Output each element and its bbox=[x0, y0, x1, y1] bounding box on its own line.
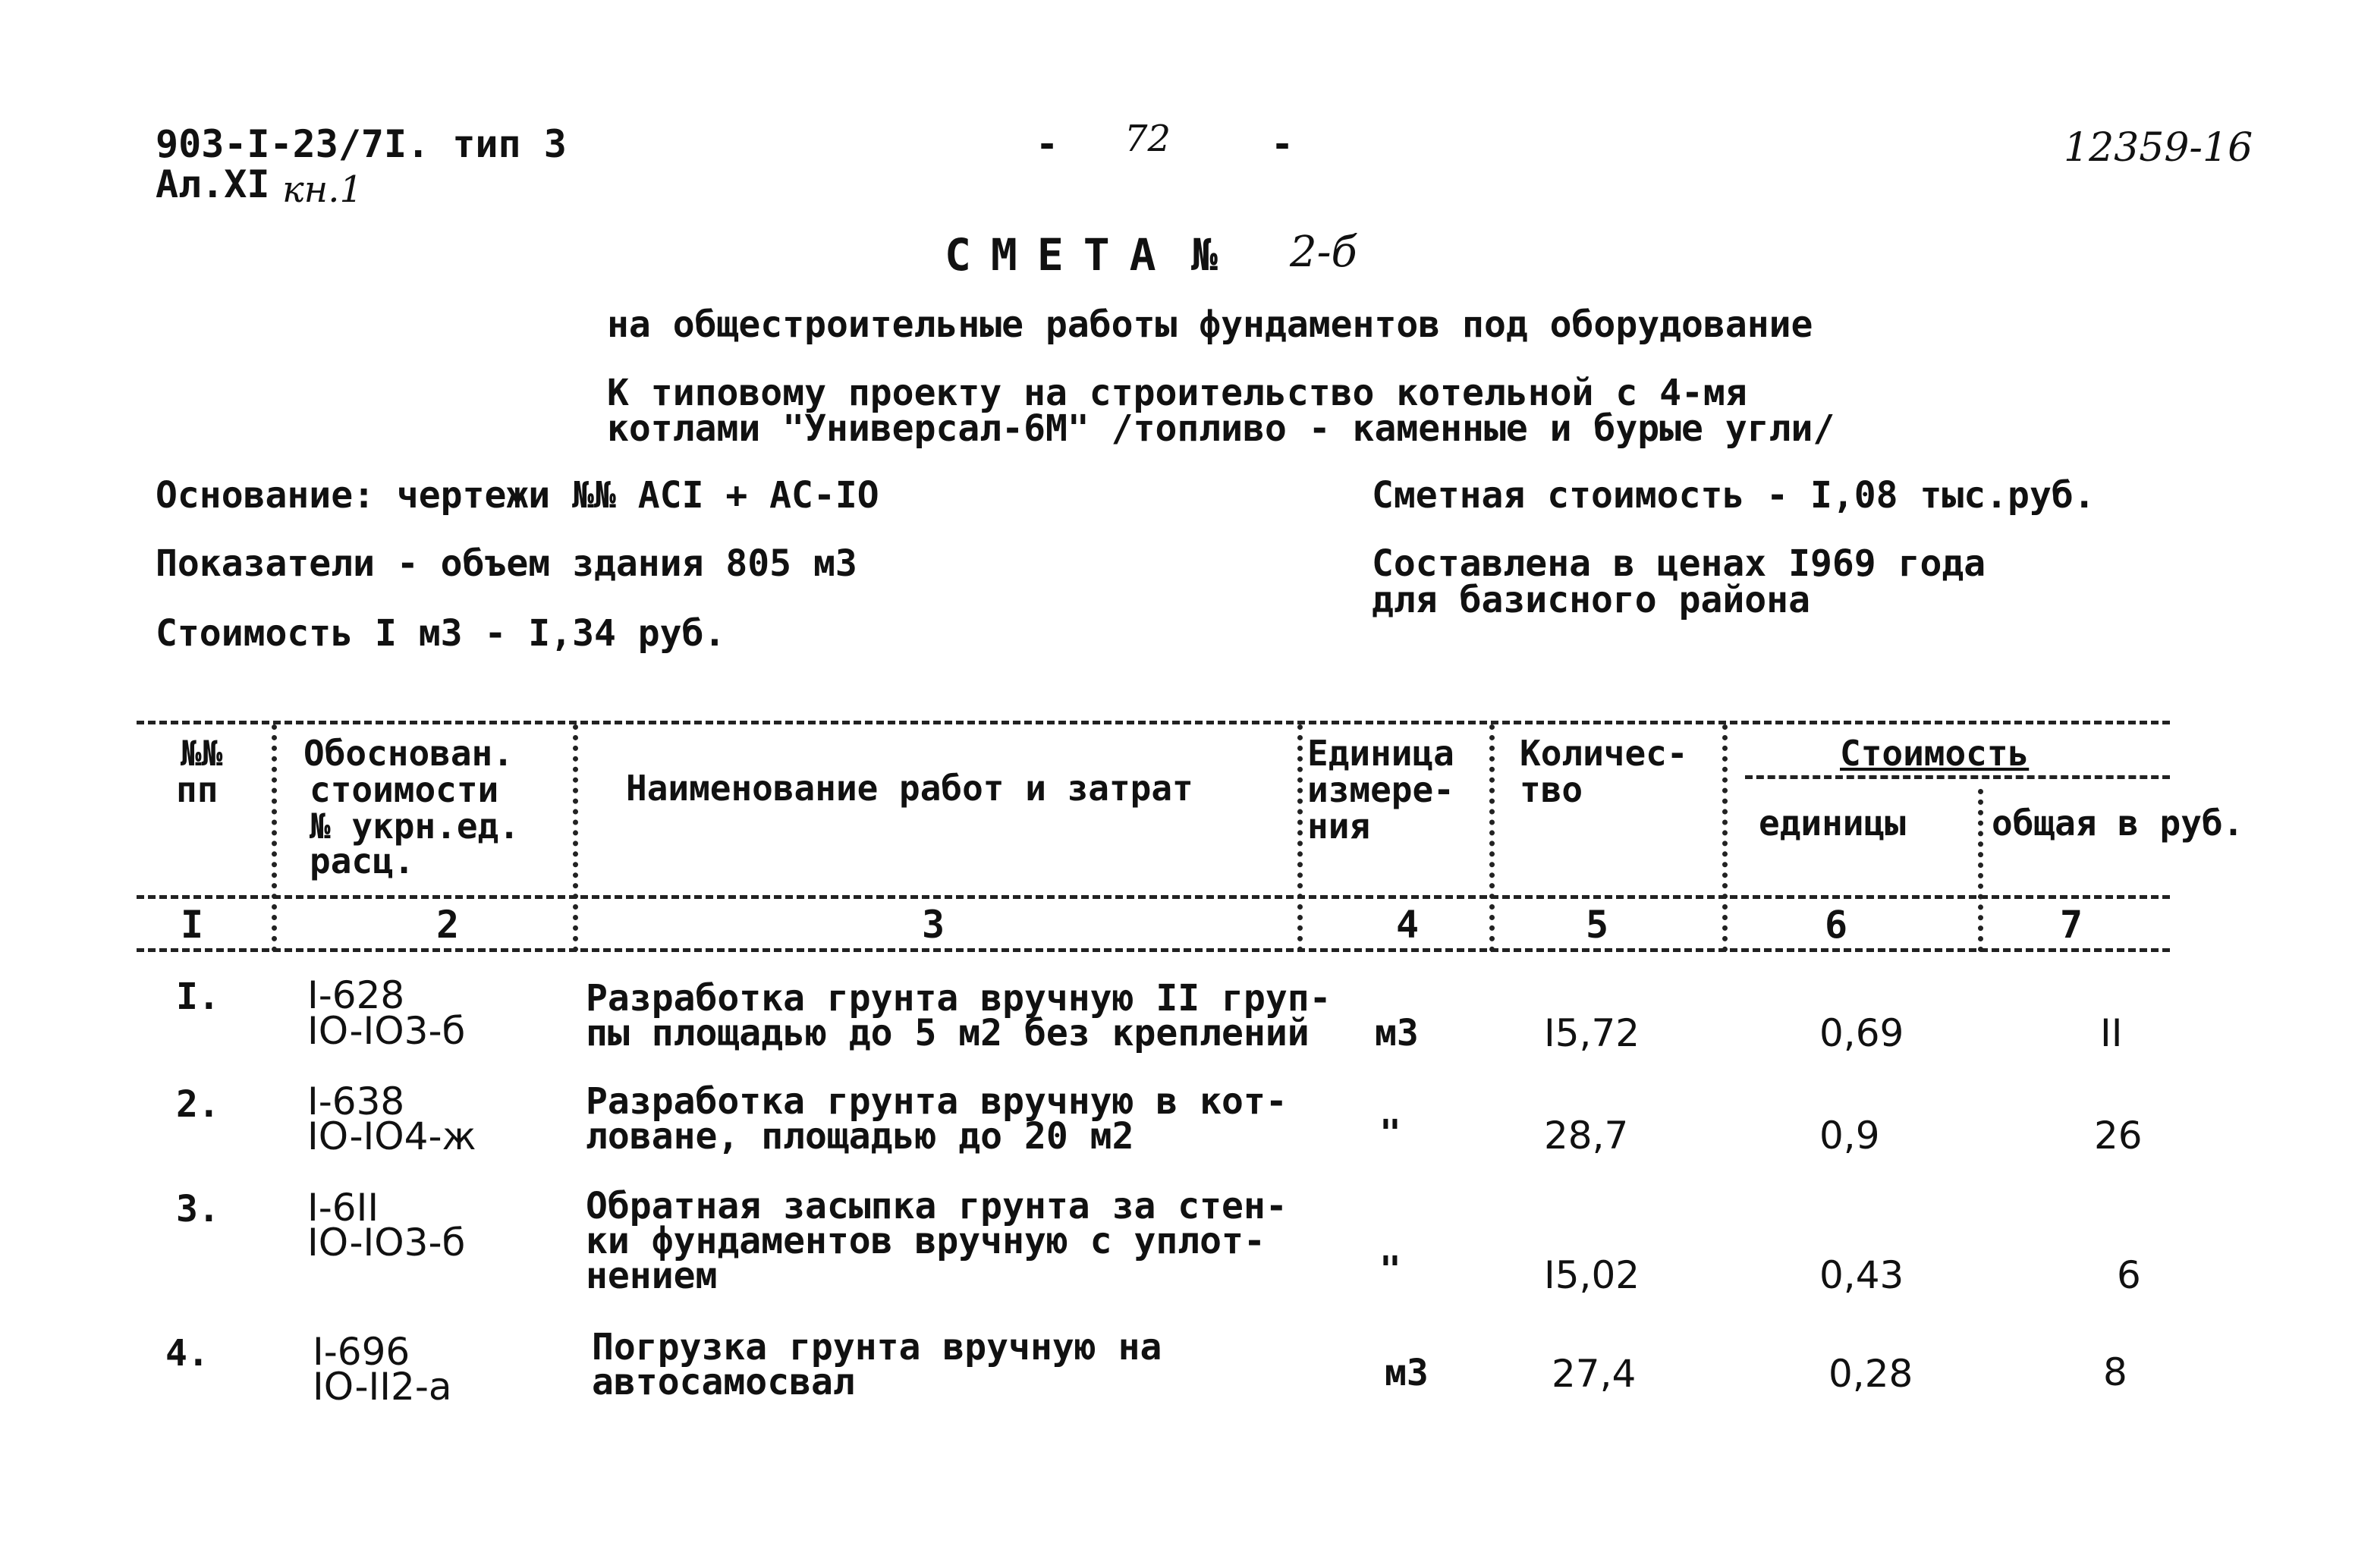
header-col4-line1: Единица bbox=[1307, 733, 1454, 774]
col-separator-4 bbox=[1489, 724, 1495, 952]
col-separator-6 bbox=[1978, 789, 1983, 952]
row-unit: м3 bbox=[1375, 1012, 1419, 1054]
column-number: 7 bbox=[2060, 903, 2083, 947]
row-unit: " bbox=[1379, 1249, 1401, 1291]
row-quantity: I5,02 bbox=[1544, 1253, 1640, 1297]
row-number: I. bbox=[176, 976, 220, 1018]
col-separator-1 bbox=[272, 724, 277, 952]
estimated-cost-line: Сметная стоимость - I,08 тыс.руб. bbox=[1372, 474, 2096, 517]
unit-cost-line: Стоимость I м3 - I,34 руб. bbox=[156, 612, 726, 655]
row-total: 8 bbox=[2103, 1350, 2127, 1394]
row-unit: м3 bbox=[1385, 1352, 1429, 1394]
column-numbers-rule bbox=[137, 948, 2170, 952]
row-total: II bbox=[2100, 1011, 2123, 1055]
row-name-line-2: пы площадью до 5 м2 без креплений bbox=[586, 1012, 1310, 1054]
row-number: 2. bbox=[176, 1083, 220, 1126]
row-unit-cost: 0,9 bbox=[1819, 1114, 1880, 1158]
page-dash-right: - bbox=[1271, 122, 1294, 166]
col-separator-3 bbox=[1297, 724, 1303, 952]
row-code-1: I-6II bbox=[307, 1186, 379, 1230]
column-number: 3 bbox=[922, 903, 945, 947]
col-separator-5 bbox=[1722, 724, 1728, 952]
row-total: 6 bbox=[2117, 1253, 2141, 1297]
row-code-1: I-696 bbox=[313, 1330, 410, 1374]
header-col2-line2: стоимости bbox=[310, 769, 499, 810]
cost-group-rule bbox=[1745, 775, 2170, 779]
subtitle: на общестроительные работы фундаментов под оборудование bbox=[607, 303, 1813, 346]
row-quantity: 28,7 bbox=[1544, 1114, 1629, 1158]
row-number: 4. bbox=[165, 1332, 209, 1375]
project-line-1: К типовому проекту на строительство котельной с 4-мя bbox=[607, 372, 1747, 414]
album-handwritten: кн.1 bbox=[282, 168, 363, 211]
header-col4-line2: измере- bbox=[1307, 769, 1454, 810]
table-top-rule bbox=[137, 721, 2170, 724]
col-separator-2 bbox=[573, 724, 578, 952]
album-label: Ал.XI bbox=[156, 162, 270, 206]
row-quantity: 27,4 bbox=[1552, 1352, 1637, 1396]
column-number: 6 bbox=[1825, 903, 1848, 947]
row-unit-cost: 0,43 bbox=[1819, 1253, 1904, 1297]
row-name-line-3: нением bbox=[586, 1255, 718, 1297]
indicators-line: Показатели - объем здания 805 м3 bbox=[156, 542, 857, 585]
column-number: 2 bbox=[436, 903, 460, 947]
row-name-line-2: автосамосвал bbox=[592, 1361, 855, 1403]
prices-line-2: для базисного района bbox=[1372, 579, 1810, 621]
number-sign: № bbox=[1191, 229, 1218, 281]
header-col5-line1: Количес- bbox=[1520, 733, 1688, 774]
row-unit: " bbox=[1379, 1112, 1401, 1155]
row-quantity: I5,72 bbox=[1544, 1011, 1640, 1055]
row-name-line-1: Обратная засыпка грунта за стен- bbox=[586, 1185, 1288, 1227]
row-code-1: I-628 bbox=[307, 973, 405, 1017]
header-col6: единицы bbox=[1759, 803, 1906, 844]
archive-number: 12359-16 bbox=[2064, 125, 2253, 171]
header-col4-line3: ния bbox=[1307, 806, 1371, 847]
document-title: СМЕТА bbox=[945, 229, 1176, 281]
doc-code: 903-I-23/7I. тип 3 bbox=[156, 122, 567, 166]
row-name-line-1: Разработка грунта вручную II груп- bbox=[586, 977, 1332, 1020]
row-code-2: IO-II2-а bbox=[313, 1365, 452, 1409]
row-code-1: I-638 bbox=[307, 1079, 405, 1123]
column-number: 5 bbox=[1586, 903, 1609, 947]
row-name-line-1: Разработка грунта вручную в кот- bbox=[586, 1080, 1288, 1123]
estimate-number: 2-б bbox=[1290, 228, 1357, 277]
row-name-line-2: ки фундаментов вручную с уплот- bbox=[586, 1220, 1266, 1262]
header-col2-line3: № укрн.ед. bbox=[310, 806, 520, 847]
header-col1-line1: №№ bbox=[181, 733, 223, 774]
page-dash-left: - bbox=[1036, 122, 1059, 166]
header-col5-line2: тво bbox=[1520, 769, 1583, 810]
basis-line: Основание: чертежи №№ АСI + АС-IO bbox=[156, 474, 879, 517]
header-col3: Наименование работ и затрат bbox=[626, 768, 1193, 809]
column-number: I bbox=[181, 903, 204, 947]
row-unit-cost: 0,69 bbox=[1819, 1011, 1904, 1055]
header-col2-line1: Обоснован. bbox=[303, 733, 514, 774]
page-number: 72 bbox=[1124, 118, 1171, 160]
row-code-2: IO-IO4-ж bbox=[307, 1114, 476, 1158]
row-name-line-1: Погрузка грунта вручную на bbox=[592, 1326, 1162, 1368]
header-col1-line2: пп bbox=[176, 769, 219, 810]
header-bottom-rule bbox=[137, 895, 2170, 899]
project-line-2: котлами "Универсал-6М" /топливо - каменные и бурые угли/ bbox=[607, 407, 1835, 450]
row-name-line-2: ловане, площадью до 20 м2 bbox=[586, 1115, 1134, 1158]
header-col2-line4: расц. bbox=[310, 841, 415, 881]
header-cost-group: Стоимость bbox=[1840, 733, 2030, 774]
row-total: 26 bbox=[2094, 1114, 2143, 1158]
column-number: 4 bbox=[1396, 903, 1420, 947]
prices-line-1: Составлена в ценах I969 года bbox=[1372, 542, 1986, 585]
row-code-2: IO-IO3-б bbox=[307, 1221, 466, 1265]
row-number: 3. bbox=[176, 1188, 220, 1230]
header-col7: общая в руб. bbox=[1992, 803, 2244, 844]
row-unit-cost: 0,28 bbox=[1828, 1352, 1913, 1396]
row-code-2: IO-IO3-б bbox=[307, 1009, 466, 1053]
